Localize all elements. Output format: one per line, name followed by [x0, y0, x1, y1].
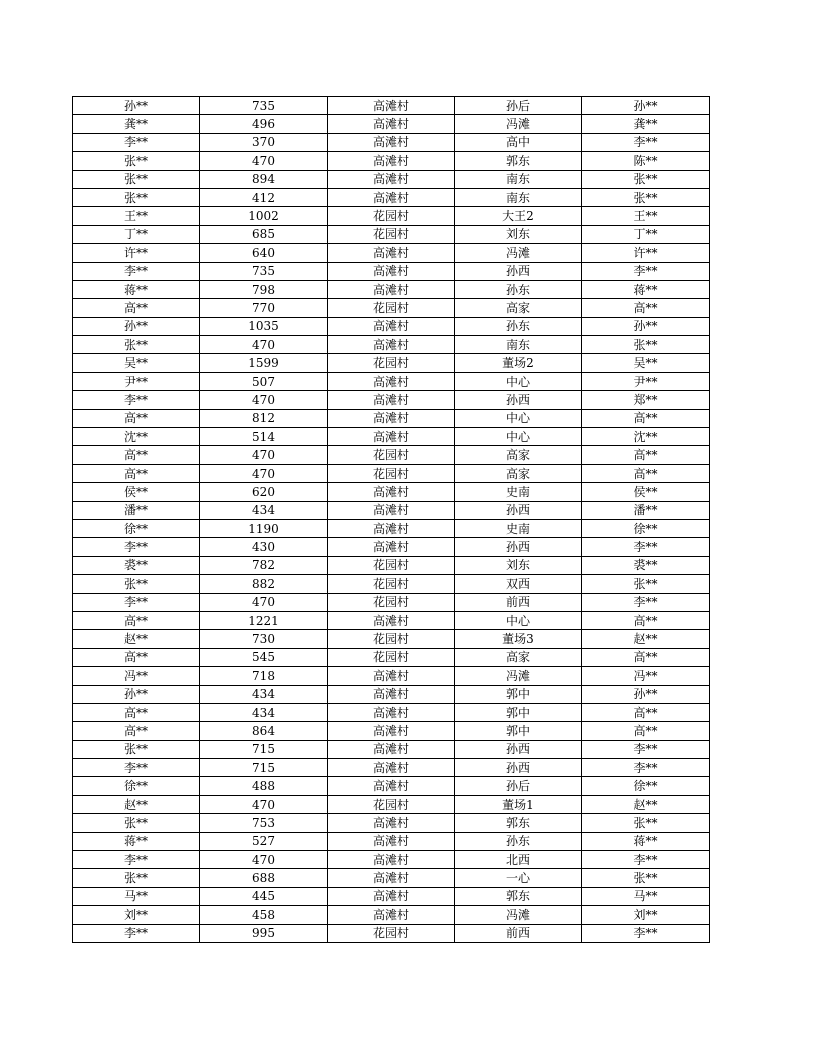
amount-cell: 864 [200, 722, 328, 740]
applicant-name-cell: 张** [73, 170, 200, 188]
amount-cell: 470 [200, 152, 328, 170]
village-cell: 高滩村 [328, 262, 455, 280]
amount-cell: 434 [200, 501, 328, 519]
amount-cell: 735 [200, 97, 328, 115]
applicant-name-cell: 高** [73, 722, 200, 740]
applicant-name-cell: 孙** [73, 685, 200, 703]
amount-cell: 718 [200, 667, 328, 685]
applicant-name-cell: 沈** [73, 428, 200, 446]
village-cell: 高滩村 [328, 372, 455, 390]
group-cell: 北西 [455, 851, 582, 869]
amount-cell: 620 [200, 483, 328, 501]
applicant-name-cell: 孙** [73, 317, 200, 335]
applicant-name-cell: 李** [73, 851, 200, 869]
group-cell: 一心 [455, 869, 582, 887]
village-cell: 高滩村 [328, 869, 455, 887]
table-row [73, 538, 710, 556]
applicant-name-cell: 侯** [73, 483, 200, 501]
village-cell: 高滩村 [328, 887, 455, 905]
amount-cell: 434 [200, 703, 328, 721]
group-cell: 孙东 [455, 280, 582, 298]
village-cell: 花园村 [328, 575, 455, 593]
village-cell: 高滩村 [328, 906, 455, 924]
village-cell: 花园村 [328, 648, 455, 666]
recipient-name-cell: 刘** [582, 906, 710, 924]
amount-cell: 753 [200, 814, 328, 832]
applicant-name-cell: 刘** [73, 906, 200, 924]
applicant-name-cell: 张** [73, 740, 200, 758]
amount-cell: 812 [200, 409, 328, 427]
applicant-name-cell: 龚** [73, 115, 200, 133]
group-cell: 郭中 [455, 722, 582, 740]
applicant-name-cell: 高** [73, 409, 200, 427]
table-row [73, 244, 710, 262]
table-row [73, 280, 710, 298]
applicant-name-cell: 蒋** [73, 832, 200, 850]
table-row [73, 115, 710, 133]
applicant-name-cell: 张** [73, 336, 200, 354]
group-cell: 高家 [455, 648, 582, 666]
applicant-name-cell: 孙** [73, 97, 200, 115]
table-row [73, 851, 710, 869]
table-row [73, 611, 710, 629]
applicant-name-cell: 冯** [73, 667, 200, 685]
village-cell: 高滩村 [328, 97, 455, 115]
table-row [73, 924, 710, 942]
village-cell: 花园村 [328, 556, 455, 574]
group-cell: 孙后 [455, 97, 582, 115]
applicant-name-cell: 高** [73, 703, 200, 721]
amount-cell: 545 [200, 648, 328, 666]
applicant-name-cell: 张** [73, 814, 200, 832]
recipient-name-cell: 李** [582, 759, 710, 777]
amount-cell: 685 [200, 225, 328, 243]
applicant-name-cell: 丁** [73, 225, 200, 243]
applicant-name-cell: 赵** [73, 795, 200, 813]
table-row [73, 832, 710, 850]
group-cell: 董场3 [455, 630, 582, 648]
group-cell: 中心 [455, 372, 582, 390]
village-cell: 高滩村 [328, 188, 455, 206]
amount-cell: 470 [200, 391, 328, 409]
amount-cell: 882 [200, 575, 328, 593]
recipient-name-cell: 陈** [582, 152, 710, 170]
amount-cell: 798 [200, 280, 328, 298]
group-cell: 中心 [455, 611, 582, 629]
recipient-name-cell: 张** [582, 814, 710, 832]
table-row [73, 814, 710, 832]
village-cell: 花园村 [328, 924, 455, 942]
table-row [73, 740, 710, 758]
table-row [73, 703, 710, 721]
group-cell: 孙西 [455, 538, 582, 556]
group-cell: 孙东 [455, 832, 582, 850]
amount-cell: 445 [200, 887, 328, 905]
amount-cell: 640 [200, 244, 328, 262]
recipient-name-cell: 高** [582, 703, 710, 721]
table-row [73, 409, 710, 427]
table-row [73, 207, 710, 225]
table-row [73, 795, 710, 813]
recipient-name-cell: 李** [582, 740, 710, 758]
village-cell: 高滩村 [328, 722, 455, 740]
amount-cell: 470 [200, 446, 328, 464]
recipient-name-cell: 李** [582, 538, 710, 556]
group-cell: 孙西 [455, 759, 582, 777]
table-row [73, 906, 710, 924]
applicant-name-cell: 李** [73, 262, 200, 280]
group-cell: 董场1 [455, 795, 582, 813]
table-row [73, 133, 710, 151]
group-cell: 冯滩 [455, 667, 582, 685]
group-cell: 孙西 [455, 391, 582, 409]
recipient-name-cell: 李** [582, 924, 710, 942]
amount-cell: 1190 [200, 519, 328, 537]
group-cell: 孙西 [455, 501, 582, 519]
table-row [73, 483, 710, 501]
village-cell: 花园村 [328, 354, 455, 372]
group-cell: 中心 [455, 409, 582, 427]
recipient-name-cell: 李** [582, 593, 710, 611]
village-cell: 高滩村 [328, 152, 455, 170]
table-row [73, 152, 710, 170]
applicant-name-cell: 高** [73, 464, 200, 482]
recipient-name-cell: 侯** [582, 483, 710, 501]
group-cell: 郭中 [455, 685, 582, 703]
table-row [73, 354, 710, 372]
recipient-name-cell: 尹** [582, 372, 710, 390]
village-cell: 高滩村 [328, 667, 455, 685]
recipient-name-cell: 徐** [582, 519, 710, 537]
recipient-name-cell: 沈** [582, 428, 710, 446]
applicant-name-cell: 李** [73, 133, 200, 151]
amount-cell: 430 [200, 538, 328, 556]
amount-cell: 507 [200, 372, 328, 390]
applicant-name-cell: 高** [73, 611, 200, 629]
recipient-name-cell: 许** [582, 244, 710, 262]
applicant-name-cell: 李** [73, 924, 200, 942]
village-cell: 花园村 [328, 299, 455, 317]
amount-cell: 370 [200, 133, 328, 151]
table-row [73, 464, 710, 482]
recipient-name-cell: 张** [582, 575, 710, 593]
group-cell: 董场2 [455, 354, 582, 372]
table-row [73, 869, 710, 887]
recipient-name-cell: 赵** [582, 795, 710, 813]
amount-cell: 458 [200, 906, 328, 924]
table-row [73, 630, 710, 648]
amount-cell: 470 [200, 795, 328, 813]
group-cell: 刘东 [455, 556, 582, 574]
village-cell: 高滩村 [328, 336, 455, 354]
village-cell: 高滩村 [328, 133, 455, 151]
recipient-name-cell: 李** [582, 851, 710, 869]
village-cell: 高滩村 [328, 611, 455, 629]
recipient-name-cell: 徐** [582, 777, 710, 795]
group-cell: 刘东 [455, 225, 582, 243]
group-cell: 史南 [455, 483, 582, 501]
village-cell: 高滩村 [328, 391, 455, 409]
applicant-name-cell: 李** [73, 391, 200, 409]
recipient-name-cell: 吴** [582, 354, 710, 372]
recipient-name-cell: 王** [582, 207, 710, 225]
group-cell: 孙东 [455, 317, 582, 335]
table-row [73, 446, 710, 464]
recipient-name-cell: 蒋** [582, 280, 710, 298]
amount-cell: 470 [200, 593, 328, 611]
recipient-name-cell: 蒋** [582, 832, 710, 850]
applicant-name-cell: 蒋** [73, 280, 200, 298]
spreadsheet-page [72, 96, 704, 943]
table-row [73, 556, 710, 574]
recipient-name-cell: 丁** [582, 225, 710, 243]
table-row [73, 336, 710, 354]
village-cell: 高滩村 [328, 814, 455, 832]
recipient-name-cell: 龚** [582, 115, 710, 133]
applicant-name-cell: 裘** [73, 556, 200, 574]
amount-cell: 412 [200, 188, 328, 206]
table-row [73, 575, 710, 593]
recipient-name-cell: 赵** [582, 630, 710, 648]
village-cell: 高滩村 [328, 777, 455, 795]
table-row [73, 299, 710, 317]
table-row [73, 519, 710, 537]
amount-cell: 894 [200, 170, 328, 188]
village-cell: 高滩村 [328, 740, 455, 758]
applicant-name-cell: 马** [73, 887, 200, 905]
group-cell: 南东 [455, 188, 582, 206]
table-row [73, 170, 710, 188]
recipient-name-cell: 裘** [582, 556, 710, 574]
village-cell: 花园村 [328, 446, 455, 464]
village-cell: 高滩村 [328, 170, 455, 188]
group-cell: 中心 [455, 428, 582, 446]
applicant-name-cell: 许** [73, 244, 200, 262]
applicant-name-cell: 赵** [73, 630, 200, 648]
recipient-name-cell: 高** [582, 648, 710, 666]
group-cell: 高家 [455, 446, 582, 464]
village-cell: 高滩村 [328, 832, 455, 850]
group-cell: 郭东 [455, 887, 582, 905]
amount-cell: 1599 [200, 354, 328, 372]
applicant-name-cell: 张** [73, 152, 200, 170]
group-cell: 南东 [455, 170, 582, 188]
applicant-name-cell: 徐** [73, 777, 200, 795]
recipient-name-cell: 孙** [582, 97, 710, 115]
recipient-name-cell: 高** [582, 299, 710, 317]
amount-cell: 688 [200, 869, 328, 887]
village-cell: 高滩村 [328, 519, 455, 537]
amount-cell: 488 [200, 777, 328, 795]
applicant-name-cell: 张** [73, 188, 200, 206]
recipient-name-cell: 潘** [582, 501, 710, 519]
recipient-name-cell: 高** [582, 409, 710, 427]
table-row [73, 777, 710, 795]
data-table [72, 96, 710, 943]
recipient-name-cell: 郑** [582, 391, 710, 409]
table-row [73, 501, 710, 519]
amount-cell: 527 [200, 832, 328, 850]
group-cell: 郭中 [455, 703, 582, 721]
village-cell: 花园村 [328, 593, 455, 611]
group-cell: 冯滩 [455, 244, 582, 262]
applicant-name-cell: 张** [73, 869, 200, 887]
applicant-name-cell: 潘** [73, 501, 200, 519]
applicant-name-cell: 李** [73, 593, 200, 611]
group-cell: 前西 [455, 593, 582, 611]
group-cell: 郭东 [455, 814, 582, 832]
amount-cell: 770 [200, 299, 328, 317]
village-cell: 高滩村 [328, 483, 455, 501]
group-cell: 孙西 [455, 740, 582, 758]
group-cell: 冯滩 [455, 906, 582, 924]
table-row [73, 722, 710, 740]
group-cell: 孙后 [455, 777, 582, 795]
table-row [73, 372, 710, 390]
village-cell: 花园村 [328, 207, 455, 225]
village-cell: 高滩村 [328, 280, 455, 298]
amount-cell: 470 [200, 464, 328, 482]
group-cell: 冯滩 [455, 115, 582, 133]
group-cell: 高家 [455, 464, 582, 482]
group-cell: 高中 [455, 133, 582, 151]
amount-cell: 1221 [200, 611, 328, 629]
recipient-name-cell: 高** [582, 464, 710, 482]
village-cell: 高滩村 [328, 851, 455, 869]
recipient-name-cell: 孙** [582, 685, 710, 703]
amount-cell: 434 [200, 685, 328, 703]
recipient-name-cell: 张** [582, 170, 710, 188]
table-row [73, 667, 710, 685]
table-row [73, 887, 710, 905]
table-row [73, 317, 710, 335]
table-row [73, 391, 710, 409]
table-row [73, 685, 710, 703]
recipient-name-cell: 高** [582, 611, 710, 629]
table-row [73, 759, 710, 777]
recipient-name-cell: 张** [582, 869, 710, 887]
applicant-name-cell: 高** [73, 648, 200, 666]
table-row [73, 593, 710, 611]
amount-cell: 1002 [200, 207, 328, 225]
amount-cell: 514 [200, 428, 328, 446]
applicant-name-cell: 高** [73, 299, 200, 317]
applicant-name-cell: 高** [73, 446, 200, 464]
village-cell: 高滩村 [328, 501, 455, 519]
village-cell: 高滩村 [328, 409, 455, 427]
table-body [73, 97, 710, 943]
recipient-name-cell: 李** [582, 133, 710, 151]
village-cell: 高滩村 [328, 703, 455, 721]
applicant-name-cell: 李** [73, 759, 200, 777]
village-cell: 高滩村 [328, 428, 455, 446]
table-row [73, 188, 710, 206]
amount-cell: 1035 [200, 317, 328, 335]
applicant-name-cell: 吴** [73, 354, 200, 372]
amount-cell: 782 [200, 556, 328, 574]
amount-cell: 735 [200, 262, 328, 280]
amount-cell: 470 [200, 336, 328, 354]
amount-cell: 995 [200, 924, 328, 942]
village-cell: 高滩村 [328, 685, 455, 703]
village-cell: 花园村 [328, 464, 455, 482]
village-cell: 高滩村 [328, 538, 455, 556]
group-cell: 孙西 [455, 262, 582, 280]
group-cell: 郭东 [455, 152, 582, 170]
recipient-name-cell: 马** [582, 887, 710, 905]
recipient-name-cell: 高** [582, 446, 710, 464]
amount-cell: 470 [200, 851, 328, 869]
group-cell: 前西 [455, 924, 582, 942]
amount-cell: 496 [200, 115, 328, 133]
amount-cell: 715 [200, 759, 328, 777]
applicant-name-cell: 徐** [73, 519, 200, 537]
village-cell: 花园村 [328, 225, 455, 243]
village-cell: 花园村 [328, 630, 455, 648]
village-cell: 高滩村 [328, 115, 455, 133]
recipient-name-cell: 孙** [582, 317, 710, 335]
recipient-name-cell: 张** [582, 336, 710, 354]
village-cell: 花园村 [328, 795, 455, 813]
table-row [73, 648, 710, 666]
applicant-name-cell: 张** [73, 575, 200, 593]
group-cell: 大王2 [455, 207, 582, 225]
table-row [73, 97, 710, 115]
table-row [73, 262, 710, 280]
group-cell: 南东 [455, 336, 582, 354]
recipient-name-cell: 高** [582, 722, 710, 740]
applicant-name-cell: 尹** [73, 372, 200, 390]
amount-cell: 715 [200, 740, 328, 758]
village-cell: 高滩村 [328, 244, 455, 262]
group-cell: 双西 [455, 575, 582, 593]
recipient-name-cell: 冯** [582, 667, 710, 685]
table-row [73, 428, 710, 446]
amount-cell: 730 [200, 630, 328, 648]
table-row [73, 225, 710, 243]
applicant-name-cell: 王** [73, 207, 200, 225]
recipient-name-cell: 张** [582, 188, 710, 206]
village-cell: 高滩村 [328, 317, 455, 335]
village-cell: 高滩村 [328, 759, 455, 777]
group-cell: 高家 [455, 299, 582, 317]
group-cell: 史南 [455, 519, 582, 537]
applicant-name-cell: 李** [73, 538, 200, 556]
recipient-name-cell: 李** [582, 262, 710, 280]
